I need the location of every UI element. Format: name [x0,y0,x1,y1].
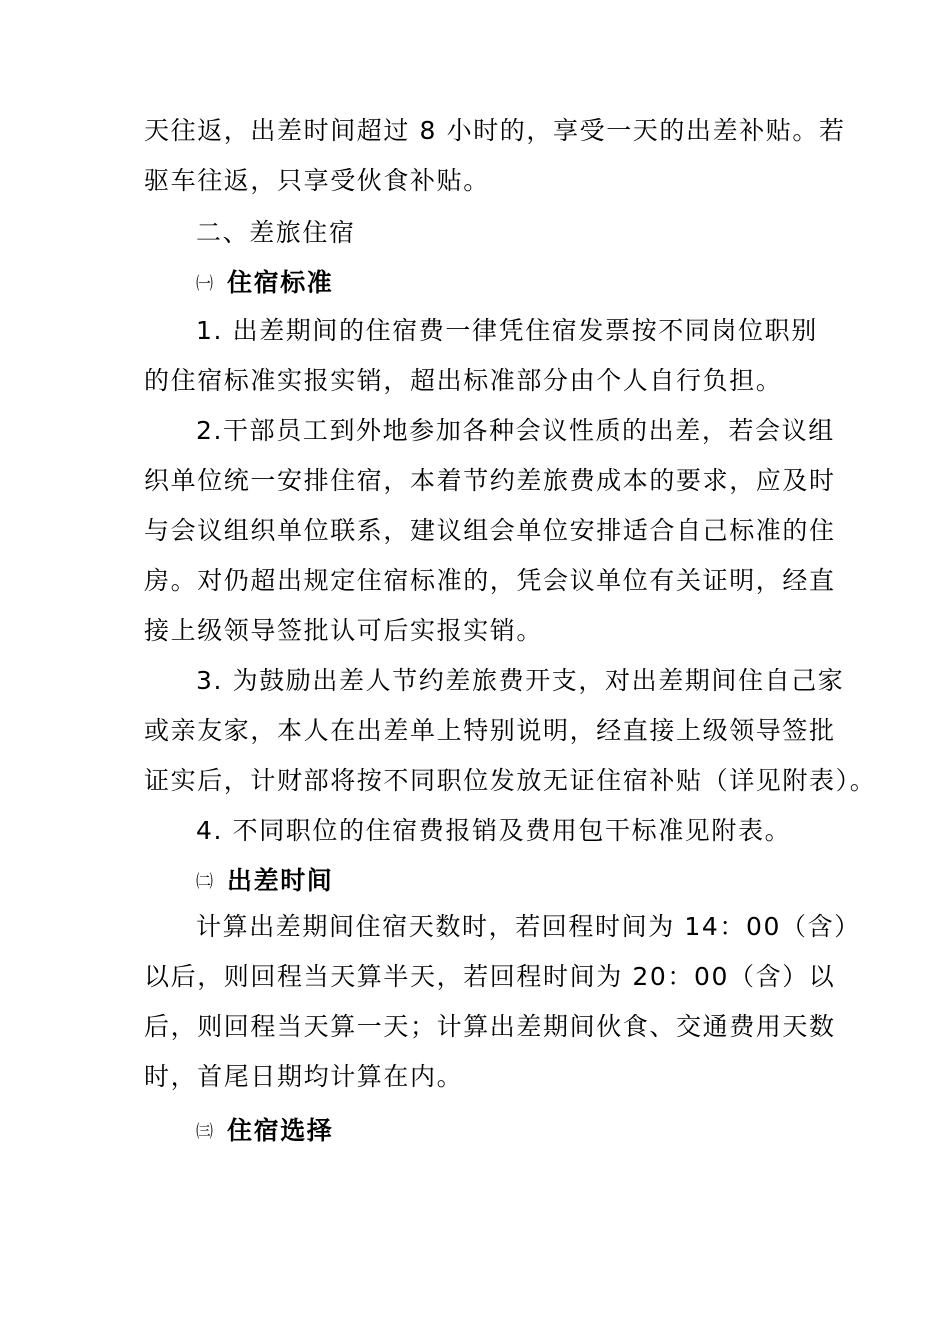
subsection-title: 出差时间 [227,866,334,895]
body-line: 证实后，计财部将按不同职位发放无证住宿补贴（详见附表）。 [144,766,877,795]
body-line: 与会议组织单位联系，建议组会单位安排适合自己标准的住 [144,516,836,545]
subsection-number: ㈠ [196,274,213,294]
body-line: 后，则回程当天算一天；计算出差期间伙食、交通费用天数 [144,1012,836,1041]
body-line: 计算出差期间住宿天数时，若回程时间为 14：00（含） [196,912,861,941]
subsection-number: ㈢ [196,1122,213,1142]
body-line: 驱车往返，只享受伙食补贴。 [144,166,490,195]
body-line: 房。对仍超出规定住宿标准的，凭会议单位有关证明，经直 [144,566,836,595]
body-line: 织单位统一安排住宿，本着节约差旅费成本的要求，应及时 [144,466,836,495]
body-line: 天往返，出差时间超过 8 小时的，享受一天的出差补贴。若 [144,116,846,145]
body-line: 时，首尾日期均计算在内。 [144,1062,464,1091]
subsection-heading [196,1116,333,1149]
body-line: 3. 为鼓励出差人节约差旅费开支，对出差期间住自己家 [196,666,845,695]
body-line: 或亲友家，本人在出差单上特别说明，经直接上级领导签批 [144,716,836,745]
body-line: 4. 不同职位的住宿费报销及费用包干标准见附表。 [196,816,792,845]
section-heading: 二、差旅住宿 [196,218,356,247]
subsection-number: ㈡ [196,872,213,892]
body-line: 的住宿标准实报实销，超出标准部分由个人自行负担。 [144,366,783,395]
body-line: 接上级领导签批认可后实报实销。 [144,616,544,645]
subsection-title: 住宿选择 [227,1116,334,1145]
subsection-title: 住宿标准 [227,268,334,297]
subsection-heading [196,866,333,899]
body-line: 2.干部员工到外地参加各种会议性质的出差，若会议组 [196,416,835,445]
subsection-heading [196,268,333,301]
body-line: 1. 出差期间的住宿费一律凭住宿发票按不同岗位职别 [196,316,818,345]
body-line: 以后，则回程当天算半天，若回程时间为 20：00（含）以 [144,962,836,991]
